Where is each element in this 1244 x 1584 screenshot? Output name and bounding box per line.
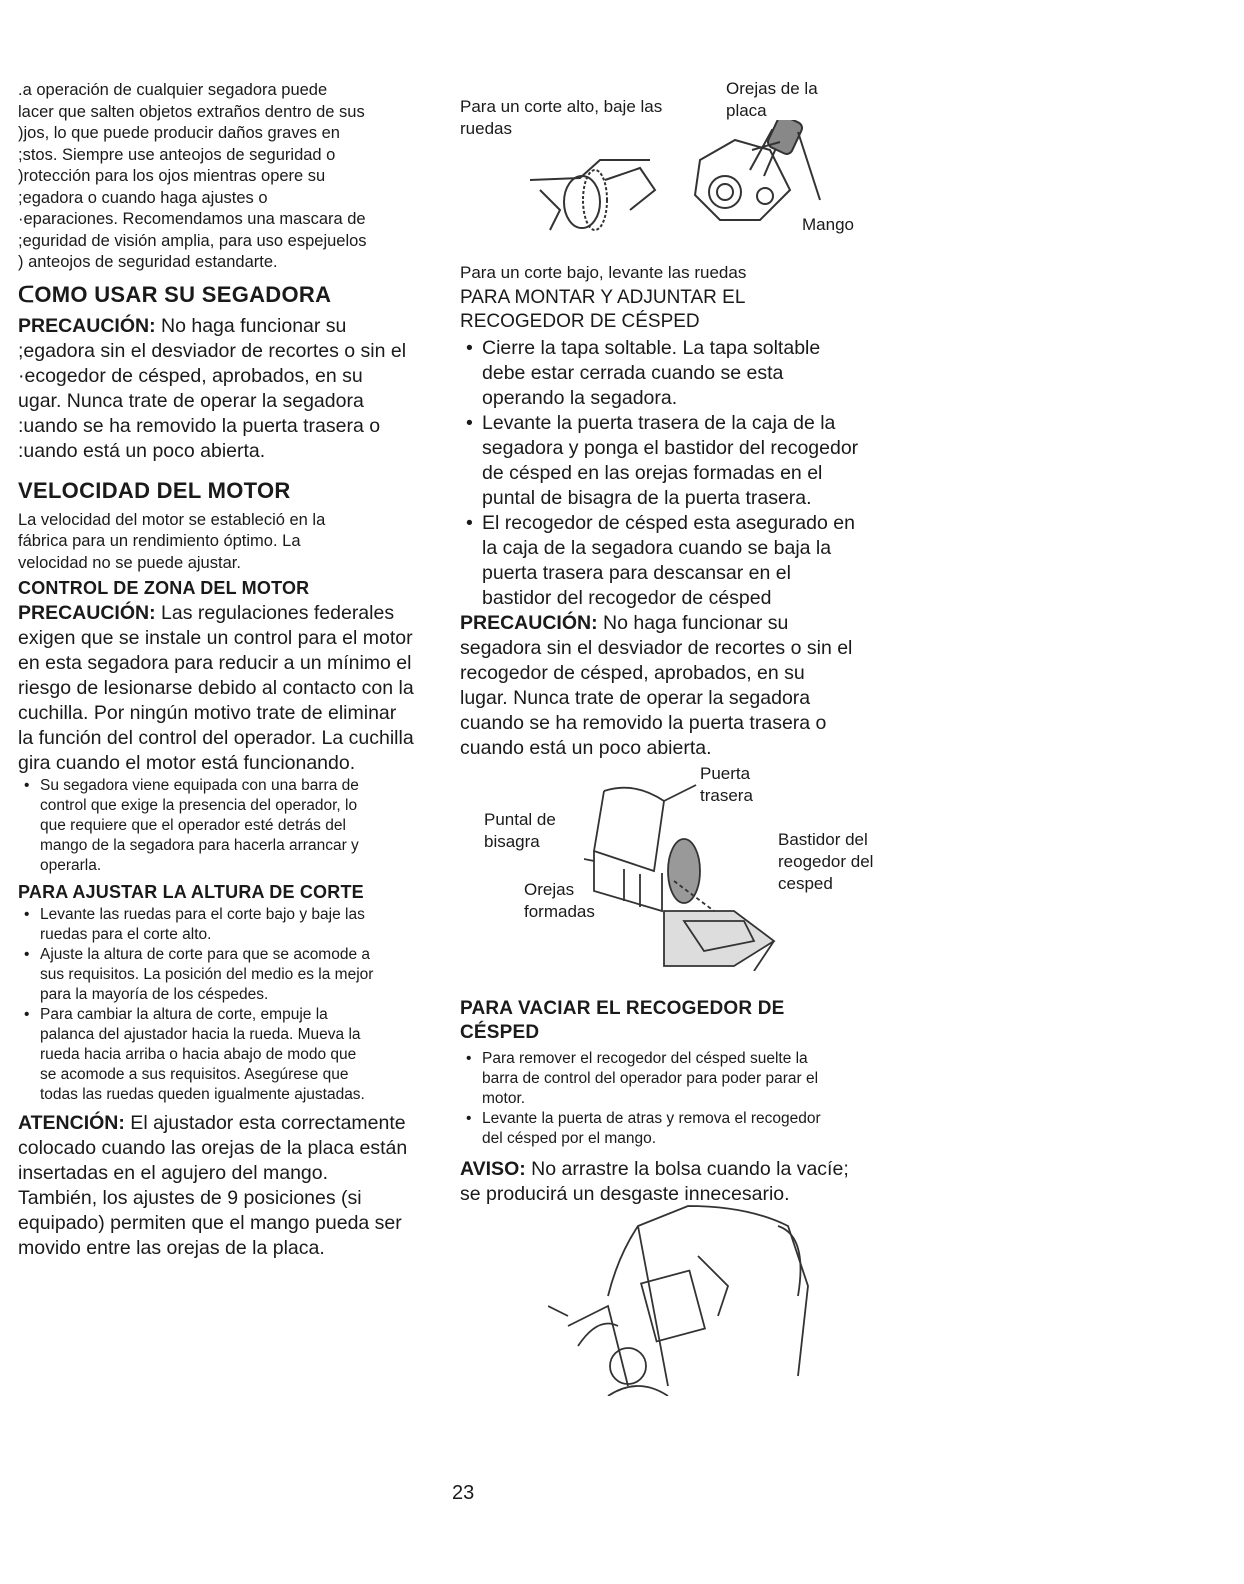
figure-rear-door bbox=[460, 761, 900, 991]
fig1-corte-bajo: Para un corte bajo, levante las ruedas bbox=[460, 263, 747, 282]
aviso-text: No arrastre la bolsa cuando la vacíe; se producirá un desgaste innecesario. bbox=[460, 1158, 849, 1205]
precaucion-3-label: PRECAUCIÓN: bbox=[460, 612, 598, 634]
fig2-bastidor: Bastidor del reogedor del cesped bbox=[778, 830, 874, 893]
fig2-puntal-bisagra: Puntal de bisagra bbox=[484, 810, 556, 851]
heading-como-usar: ᑕOMO USAR SU SEGADORA bbox=[18, 281, 332, 307]
vaciar-list bbox=[460, 1049, 900, 1149]
fig2-orejas-formadas: Orejas formadas bbox=[524, 880, 595, 921]
fig1-mango: Mango bbox=[802, 215, 854, 234]
vaciar-bullet: • Para remover el recogedor del césped suelte la barra de control del operador para poder parar el motor. bbox=[460, 1049, 900, 1109]
altura-bullet: • Para cambiar la altura de corte, empuje la palanca del ajustador hacia la rueda. Mueva la rueda hacia arriba o hacia abajo de modo que se acomode a sus requisitos. Asegúrese que todas las ruedas queden igualmente ajustadas. bbox=[18, 1005, 448, 1105]
heading-altura: PARA AJUSTAR LA ALTURA DE CORTE bbox=[18, 882, 364, 902]
montar-bullet: • Cierre la tapa soltable. La tapa soltable debe estar cerrada cuando se esta operando la segadora. bbox=[460, 336, 900, 411]
precaucion-1 bbox=[18, 314, 448, 464]
precaucion-1-label: PRECAUCIÓN: bbox=[18, 314, 156, 337]
heading-velocidad: VELOCIDAD DEL MOTOR bbox=[18, 477, 291, 503]
altura-bullet: • Levante las ruedas para el corte bajo y baje las ruedas para el corte alto. bbox=[18, 905, 448, 945]
safety-intro: .a operación de cualquier segadora puede lacer que salten objetos extraños dentro de sus )jos, lo que puede producir daños graves en ;stos. Siempre use anteojos de seguridad o )rotección para los ojos mientras opere su ;egadora o cuando haga ajustes o ·eparaciones. Recomendamos una mascara de ;eguridad de visión amplia, para uso espejuelos ) anteojos de seguridad estandarte. bbox=[18, 81, 367, 271]
control-bullet: • Su segadora viene equipada con una barra de control que exige la presencia del operador, lo que requiere que el operador esté detrás del mango de la segadora para hacerla arrancar y operarla. bbox=[18, 776, 448, 876]
page-number: 23 bbox=[452, 1482, 475, 1504]
atencion bbox=[18, 1111, 448, 1261]
fig2-puerta-trasera: Puerta trasera bbox=[700, 764, 753, 805]
montar-bullet: • El recogedor de césped esta asegurado en la caja de la segadora cuando se baja la puerta trasera para descansar en el bastidor del recogedor de césped bbox=[460, 511, 900, 611]
montar-bullet: • Levante la puerta trasera de la caja de la segadora y ponga el bastidor del recogedor de césped en las orejas formadas en el puntal de bisagra de la puerta trasera. bbox=[460, 411, 900, 511]
atencion-label: ATENCIÓN: bbox=[18, 1112, 125, 1134]
heading-vaciar: PARA VACIAR EL RECOGEDOR DE CÉSPED bbox=[460, 998, 785, 1043]
wheel-adjust-illustration bbox=[520, 120, 840, 240]
altura-list bbox=[18, 905, 448, 1105]
left-column bbox=[18, 80, 448, 1261]
figure-cut-height bbox=[460, 76, 900, 262]
atencion-text: El ajustador esta correctamente colocado cuando las orejas de la placa están insertadas en el agujero del mango. También, los ajustes de 9 posiciones (si equipado) permiten que el mango pueda ser movido entre las orejas de la placa. bbox=[18, 1112, 408, 1259]
precaucion-3-text: No haga funcionar su segadora sin el desviador de recortes o sin el recogedor de césped, aprobados, en su lugar. Nunca trate de operar la segadora cuando se ha removido la puerta trasera o cuando está un poco abierta. bbox=[460, 612, 853, 759]
fig1-corte-alto: Para un corte alto, baje las ruedas bbox=[460, 97, 663, 138]
heading-control-zona: CONTROL DE ZONA DEL MOTOR bbox=[18, 578, 310, 598]
right-column bbox=[460, 76, 900, 1207]
altura-bullet: • Ajuste la altura de corte para que se acomode a sus requisitos. La posición del medio es la mejor para la mayoría de los céspedes. bbox=[18, 945, 448, 1005]
vaciar-bullet: • Levante la puerta de atras y remova el recogedor del césped por el mango. bbox=[460, 1109, 900, 1149]
montar-list bbox=[460, 336, 900, 611]
fig1-orejas-placa: Orejas de la placa bbox=[726, 79, 818, 120]
heading-montar: PARA MONTAR Y ADJUNTAR EL RECOGEDOR DE CÉSPED bbox=[460, 287, 746, 332]
precaucion-2 bbox=[18, 601, 448, 776]
empty-catcher-illustration bbox=[548, 1196, 848, 1396]
precaucion-2-text: Las regulaciones federales exigen que se instale un control para el motor en esta segadora para reducir a un mínimo el riesgo de lesionarse debido al contacto con la cuchilla. Por ningún motivo trate de eliminar la función del control del operador. La cuchilla gira cuando el motor está funcionando. bbox=[18, 602, 414, 774]
aviso-label: AVISO: bbox=[460, 1158, 526, 1180]
control-list bbox=[18, 776, 448, 876]
precaucion-1-text: No haga funcionar su ;egadora sin el desviador de recortes o sin el ·ecogedor de césped, aprobados, en su ugar. Nunca trate de operar la segadora :uando se ha removido la puerta trasera o :uando está un poco abierta. bbox=[18, 314, 407, 462]
precaucion-3 bbox=[460, 611, 900, 761]
precaucion-2-label: PRECAUCIÓN: bbox=[18, 602, 156, 624]
velocidad-text: La velocidad del motor se estableció en la fábrica para un rendimiento óptimo. La velocidad no se puede ajustar. bbox=[18, 510, 326, 572]
rear-door-illustration bbox=[584, 761, 784, 971]
